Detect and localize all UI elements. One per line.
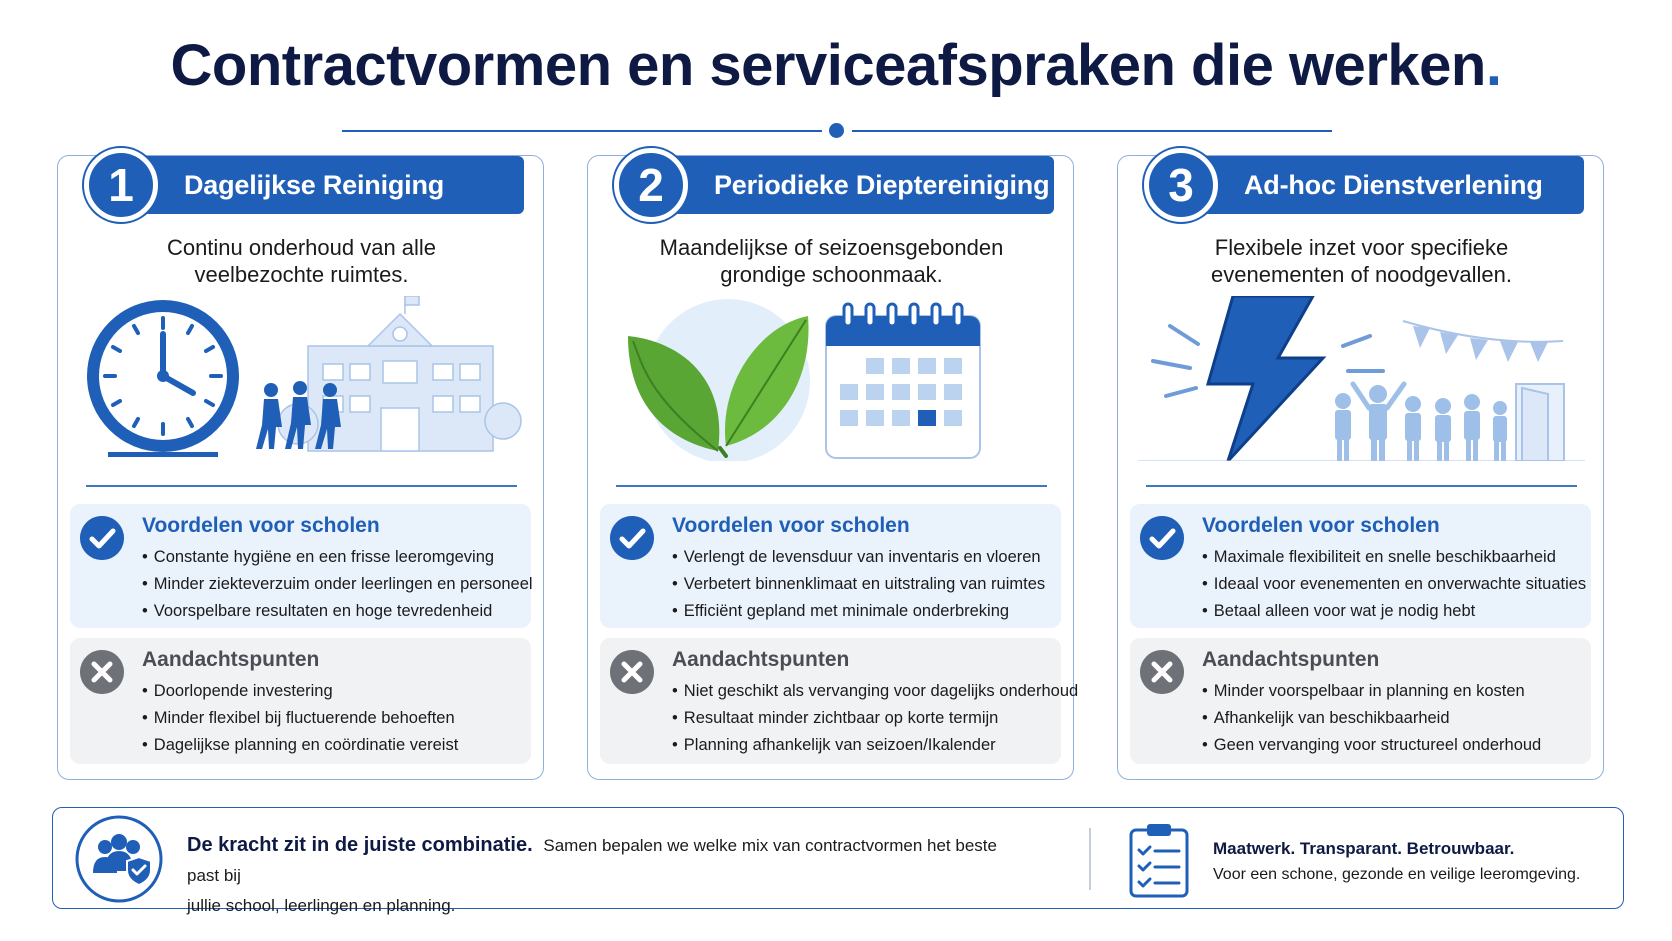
title-divider-left: [342, 130, 822, 132]
clipboard-checklist-icon: [1127, 822, 1191, 898]
list-item: • Minder flexibel bij fluctuerende behoeften: [142, 705, 531, 732]
footer-tagline: [1213, 836, 1613, 888]
cons-list: [672, 678, 1079, 759]
bunting-icon: [1403, 321, 1563, 362]
card-description-line: Continu onderhoud van alle: [166, 235, 437, 260]
card-header: [84, 156, 524, 216]
cons-list: [1202, 678, 1591, 759]
title-divider-dot: [829, 123, 844, 138]
card-description-line: grondige schoonmaak.: [720, 262, 943, 287]
list-item: • Ideaal voor evenementen en onverwachte situaties: [1202, 571, 1591, 598]
cross-icon: [80, 650, 124, 694]
list-item: • Betaal alleen voor wat je nodig hebt: [1202, 598, 1591, 625]
card-periodieke-dieptereiniging: [587, 155, 1079, 780]
card-divider: [1146, 485, 1577, 487]
pros-list: [142, 544, 531, 625]
card-illustration: [608, 296, 1055, 461]
card-title: Periodieke Dieptereiniging: [714, 170, 1050, 200]
cheering-people-icon: [1335, 384, 1507, 461]
card-description: [1138, 234, 1585, 288]
card-illustration: [78, 296, 525, 461]
list-item: • Verlengt de levensduur van inventaris en vloeren: [672, 544, 1061, 571]
pros-title: Voordelen voor scholen: [672, 514, 910, 537]
pros-panel: [600, 504, 1061, 628]
footer-body-line: Samen bepalen we welke mix van contractvormen het beste past bij: [187, 836, 997, 885]
footer-headline: De kracht zit in de juiste combinatie.: [187, 834, 533, 856]
list-item: • Efficiënt gepland met minimale onderbreking: [672, 598, 1061, 625]
card-number-badge: 1: [84, 148, 158, 222]
team-shield-icon: [75, 815, 163, 903]
cons-title: Aandachtspunten: [1202, 648, 1380, 671]
card-illustration: [1138, 296, 1585, 461]
list-item: • Verbetert binnenklimaat en uitstraling van ruimtes: [672, 571, 1061, 598]
cons-panel: [600, 638, 1079, 764]
cross-icon: [1140, 650, 1184, 694]
checkmark-icon: [1140, 516, 1184, 560]
footer-banner: [52, 807, 1624, 915]
list-item: • Geen vervanging voor structureel onderhoud: [1202, 732, 1591, 759]
lightning-icon: [1208, 296, 1323, 461]
pros-list: [1202, 544, 1591, 625]
card-description-line: Flexibele inzet voor specifieke: [1214, 235, 1509, 260]
card-divider: [86, 485, 517, 487]
card-description: [608, 234, 1055, 288]
cons-title: Aandachtspunten: [142, 648, 320, 671]
card-description: [78, 234, 525, 288]
pros-list: [672, 544, 1061, 625]
card-description-line: veelbezochte ruimtes.: [194, 262, 409, 287]
cross-icon: [610, 650, 654, 694]
checkmark-icon: [610, 516, 654, 560]
card-number-badge: 3: [1144, 148, 1218, 222]
list-item: • Resultaat minder zichtbaar op korte termijn: [672, 705, 1061, 732]
list-item: • Maximale flexibiliteit en snelle beschikbaarheid: [1202, 544, 1591, 571]
card-number-badge: 2: [614, 148, 688, 222]
walking-children-icon: [256, 381, 341, 449]
card-description-line: evenementen of noodgevallen.: [1211, 262, 1512, 287]
card-header: [614, 156, 1054, 216]
page-title: [0, 32, 1672, 99]
card-title: Dagelijkse Reiniging: [184, 170, 445, 200]
pros-panel: [1130, 504, 1591, 628]
pros-title: Voordelen voor scholen: [142, 514, 380, 537]
list-item: • Niet geschikt als vervanging voor dagelijks onderhoud: [672, 678, 1061, 705]
page-title-text: Contractvormen en serviceafspraken die werken: [170, 33, 1486, 98]
page-title-dot: .: [1485, 33, 1502, 98]
pros-panel: [70, 504, 531, 628]
pros-title: Voordelen voor scholen: [1202, 514, 1440, 537]
footer-tagline-headline: Maatwerk. Transparant. Betrouwbaar.: [1213, 839, 1515, 858]
card-divider: [616, 485, 1047, 487]
list-item: • Minder ziekteverzuim onder leerlingen en personeel: [142, 571, 531, 598]
list-item: • Doorlopende investering: [142, 678, 531, 705]
cons-list: [142, 678, 531, 759]
calendar-icon: [826, 304, 980, 458]
footer-tagline-body: Voor een schone, gezonde en veilige leeromgeving.: [1213, 866, 1581, 883]
list-item: • Afhankelijk van beschikbaarheid: [1202, 705, 1591, 732]
clock-icon: [87, 300, 239, 457]
cons-title: Aandachtspunten: [672, 648, 850, 671]
list-item: • Constante hygiëne en een frisse leeromgeving: [142, 544, 531, 571]
cons-panel: [70, 638, 531, 764]
list-item: • Dagelijkse planning en coördinatie vereist: [142, 732, 531, 759]
card-title: Ad-hoc Dienstverlening: [1244, 170, 1543, 200]
checkmark-icon: [80, 516, 124, 560]
list-item: • Planning afhankelijk van seizoen/Ikalender: [672, 732, 1061, 759]
school-building-icon: [278, 296, 521, 451]
card-ad-hoc-dienstverlening: [1117, 155, 1604, 780]
card-dagelijkse-reiniging: [57, 155, 544, 780]
footer-message: [187, 830, 1027, 921]
card-header: [1144, 156, 1584, 216]
cons-panel: [1130, 638, 1591, 764]
list-item: • Voorspelbare resultaten en hoge tevredenheid: [142, 598, 531, 625]
title-divider-right: [852, 130, 1332, 132]
footer-body-line: jullie school, leerlingen en planning.: [187, 896, 456, 915]
door-icon: [1516, 384, 1564, 461]
list-item: • Minder voorspelbaar in planning en kosten: [1202, 678, 1591, 705]
card-description-line: Maandelijkse of seizoensgebonden: [659, 235, 1004, 260]
footer-divider: [1089, 828, 1091, 890]
